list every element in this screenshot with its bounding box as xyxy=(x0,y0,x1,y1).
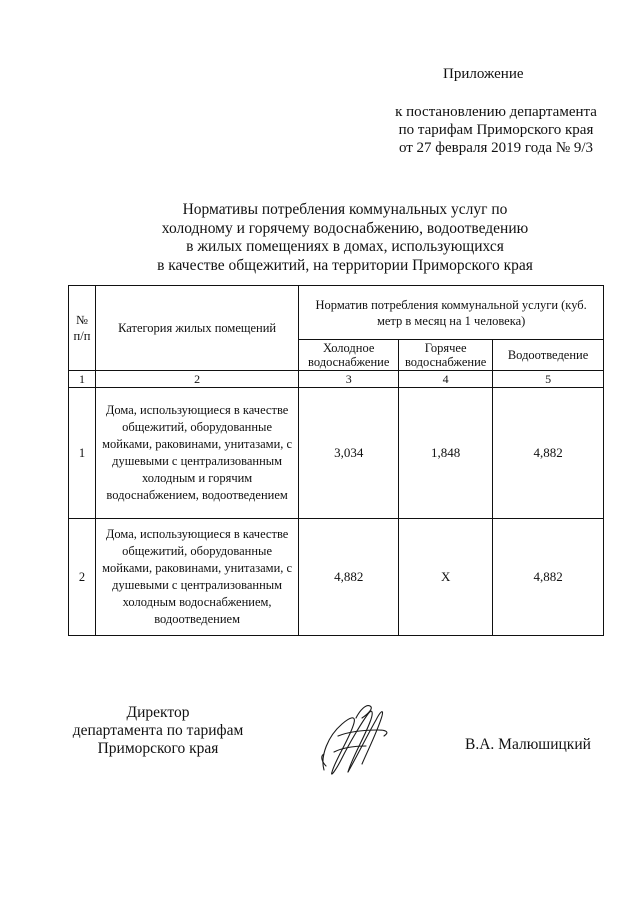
resolution-line: к постановлению департамента xyxy=(395,104,597,120)
header-cold-water: Холодное водоснабжение xyxy=(299,340,399,371)
appendix-label: Приложение xyxy=(443,66,524,82)
drainage-value: 4,882 xyxy=(493,388,604,519)
column-number: 4 xyxy=(399,371,493,388)
title-line: в качестве общежитий, на территории Приморского края xyxy=(157,256,533,274)
norms-table xyxy=(68,285,604,636)
column-numbering-row xyxy=(69,371,604,388)
resolution-line: от 27 февраля 2019 года № 9/3 xyxy=(398,140,594,156)
header-category: Категория жилых помещений xyxy=(95,286,298,371)
cold-water-value: 3,034 xyxy=(299,388,399,519)
resolution-reference xyxy=(376,103,616,157)
resolution-line: по тарифам Приморского края xyxy=(398,122,594,138)
table-row xyxy=(69,388,604,519)
table-header-row xyxy=(69,286,604,340)
column-number: 3 xyxy=(299,371,399,388)
title-line: холодному и горячему водоснабжению, водоотведению xyxy=(161,219,529,237)
drainage-value: 4,882 xyxy=(493,519,604,636)
column-number: 5 xyxy=(493,371,604,388)
table-row xyxy=(69,519,604,636)
position-line: Директор xyxy=(126,704,190,721)
row-category: Дома, использующиеся в качестве общежитий, оборудованные мойками, раковинами, унитазами, с душевыми с централизованным холодным и горячим водоснабжением, водоотведением xyxy=(95,388,298,519)
hot-water-value: 1,848 xyxy=(399,388,493,519)
signatory-name: В.А. Малюшицкий xyxy=(465,736,591,753)
row-category: Дома, использующиеся в качестве общежитий, оборудованные мойками, раковинами, унитазами, с душевыми с централизованным холодным водоснабжением, водоотведением xyxy=(95,519,298,636)
position-line: Приморского края xyxy=(97,740,219,757)
handwritten-signature xyxy=(312,696,394,780)
signatory-position xyxy=(58,704,258,758)
header-hot-water: Горячее водоснабжение xyxy=(399,340,493,371)
row-number: 2 xyxy=(69,519,96,636)
header-number: № п/п xyxy=(69,286,96,371)
title-line: в жилых помещениях в домах, использующихся xyxy=(186,238,504,255)
hot-water-value: Х xyxy=(399,519,493,636)
header-drainage: Водоотведение xyxy=(493,340,604,371)
row-number: 1 xyxy=(69,388,96,519)
document-title xyxy=(130,201,560,275)
cold-water-value: 4,882 xyxy=(299,519,399,636)
column-number: 2 xyxy=(95,371,298,388)
title-line: Нормативы потребления коммунальных услуг по xyxy=(182,201,508,218)
header-norm-group: Норматив потребления коммунальной услуги (куб. метр в месяц на 1 человека) xyxy=(299,286,604,340)
position-line: департамента по тарифам xyxy=(72,722,244,739)
column-number: 1 xyxy=(69,371,96,388)
